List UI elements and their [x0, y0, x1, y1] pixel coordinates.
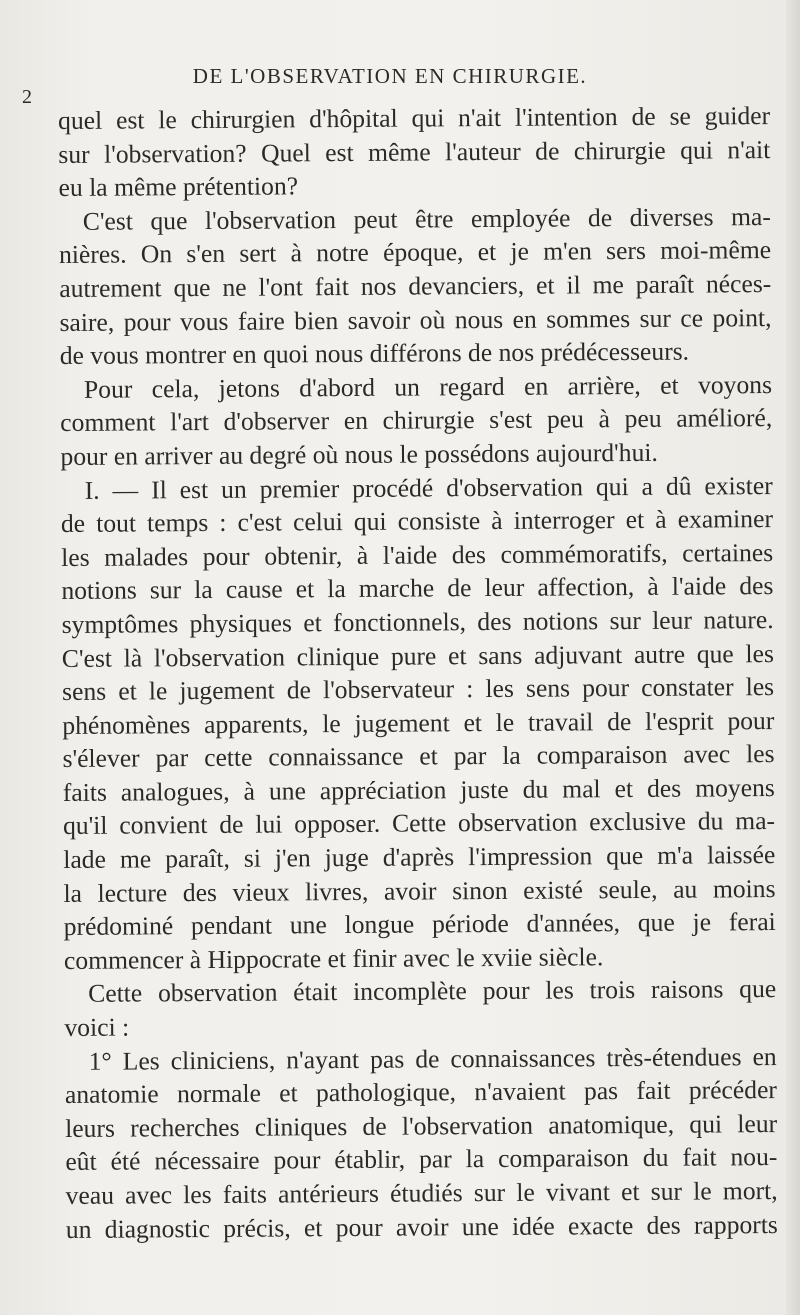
text-line: voici :	[64, 1012, 130, 1043]
text-line: veau avec les faits antérieurs étudiés sur le vivant et sur le mort,	[65, 1176, 778, 1210]
text-line: symptômes physiques et fonctionnels, des notions sur leur nature.	[61, 604, 774, 639]
text-line: anatomie normale et pathologique, n'avaient pas fait précéder	[64, 1075, 778, 1110]
text-line: saire, pour vous faire bien savoir où nous en sommes sur ce point,	[59, 302, 772, 337]
text-line: un diagnostic précis, et pour avoir une idée exacte des rapports	[65, 1209, 778, 1244]
text-line: qu'il convient de lui opposer. Cette observation exclusive du ma-	[62, 806, 776, 841]
text-line: de tout temps : c'est celui qui consiste à interroger et à examiner	[60, 504, 774, 539]
text-line: phénomènes apparents, le jugement et le travail de l'esprit pour	[62, 705, 775, 740]
text-line: prédominé pendant une longue période d'années, que je ferai	[63, 907, 776, 942]
text-line: C'est là l'observation clinique pure et sans adjuvant autre que les	[61, 638, 774, 673]
text-line: Cette observation était incomplète pour les trois raisons que	[88, 974, 777, 1009]
page-edge	[786, 0, 800, 1315]
text-line: leurs recherches cliniques de l'observation anatomique, qui leur	[65, 1108, 778, 1143]
text-line: 1° Les cliniciens, n'ayant pas de connaissances très-étendues en	[88, 1041, 777, 1076]
text-line: notions sur la cause et la marche de leur affection, à l'aide des	[61, 571, 774, 606]
text-line: comment l'art d'observer en chirurgie s'est peu à peu amélioré,	[60, 403, 773, 438]
text-line: commencer à Hippocrate et finir avec le xviie siècle.	[63, 942, 604, 975]
text-line: faits analogues, à une appréciation juste du mal et des moyens	[62, 772, 775, 807]
text-line: eu la même prétention?	[58, 171, 299, 203]
text-line: lade me paraît, si j'en juge d'après l'impression que m'a laissée	[63, 840, 776, 875]
text-line: les malades pour obtenir, à l'aide des commémoratifs, certaines	[61, 537, 774, 572]
text-line: nières. On s'en sert à notre époque, et je m'en sers moi-même	[58, 235, 772, 270]
text-line: la lecture des vieux livres, avoir sinon existé seule, au moins	[63, 873, 776, 908]
text-line: I. — Il est un premier procédé d'observation qui a dû exister	[84, 470, 773, 505]
page-number: 2	[22, 86, 33, 108]
text-line: sens et le jugement de l'observateur : les sens pour constater les	[62, 672, 775, 707]
text-line: autrement que ne l'ont fait nos devanciers, et il me paraît néces-	[59, 268, 772, 303]
text-line: quel est le chirurgien d'hôpital qui n'ait l'intention de se guider	[58, 101, 771, 135]
text-line: Pour cela, jetons d'abord un regard en arrière, et voyons	[83, 369, 773, 404]
body-text	[58, 99, 778, 1246]
text-line: pour en arriver au degré où nous le possédons aujourd'hui.	[60, 437, 658, 471]
text-line: eût été nécessaire pour établir, par la comparaison du fait nou-	[65, 1142, 778, 1177]
text-line: sur l'observation? Quel est même l'auteur de chirurgie qui n'ait	[58, 134, 771, 169]
running-title: DE L'OBSERVATION EN CHIRURGIE.	[192, 64, 588, 88]
text-line: de vous montrer en quoi nous différons de nos prédécesseurs.	[59, 336, 690, 371]
text-line: s'élever par cette connaissance et par la comparaison avec les	[62, 739, 775, 774]
text-line: C'est que l'observation peut être employée de diverses ma-	[82, 201, 771, 236]
